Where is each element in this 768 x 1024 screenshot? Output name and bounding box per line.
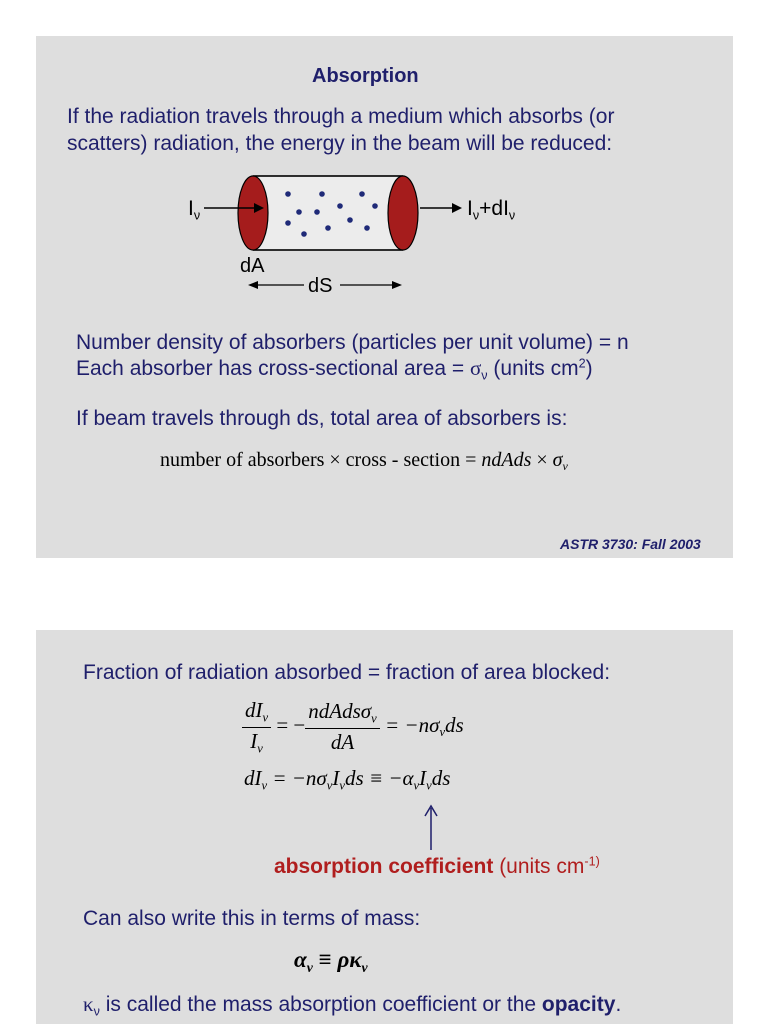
mass-text: Can also write this in terms of mass: bbox=[83, 907, 421, 930]
area-label: dA bbox=[240, 255, 265, 277]
mass-equation: $\alpha_\nu \equiv \rho\kappa_\nu$ bbox=[294, 947, 368, 975]
intro-line-1: If the radiation travels through a medium which absorbs (or bbox=[67, 105, 615, 128]
pointer-arrow-icon bbox=[416, 802, 446, 852]
differential-equation: $dI_\nu = -n\sigma_\nu I_\nu ds \equiv -\alpha_\nu I_\nu ds$ bbox=[244, 766, 451, 793]
cylinder-diagram bbox=[36, 36, 733, 306]
footer-course: ASTR 3730: Fall 2003 bbox=[560, 536, 701, 552]
slide-absorption-coefficient bbox=[36, 630, 733, 1024]
cylinder-left-face bbox=[238, 176, 268, 250]
total-area-equation: number of absorbers × cross - section = ndAds × $\sigma_\nu$ bbox=[160, 449, 568, 474]
fraction-text: Fraction of radiation absorbed = fraction of area blocked: bbox=[83, 661, 611, 684]
absorption-coefficient-label: absorption coefficient (units $cm^{-1)}$ bbox=[274, 854, 600, 878]
cylinder-right-face bbox=[388, 176, 418, 250]
opacity-text: $\kappa_\nu$ is called the mass absorption coefficient or the opacity. bbox=[83, 992, 622, 1019]
fraction-equation: $\frac{dI_\nu}{I_\nu}$ = − $\frac{ndAds\sigma_\nu}{dA}$ = $-n\sigma_\nu ds$ bbox=[242, 698, 464, 756]
intensity-out-label: $I_\nu+dI_\nu$ bbox=[467, 197, 516, 223]
cylinder-body bbox=[253, 176, 403, 250]
beam-text: If beam travels through ds, total area of absorbers is: bbox=[76, 407, 568, 430]
slide-absorption bbox=[36, 36, 733, 558]
slide-title: Absorption bbox=[312, 65, 419, 87]
length-label: dS bbox=[308, 275, 333, 297]
intensity-in-label: $I_\nu$ bbox=[188, 197, 201, 223]
intro-line-2: scatters) radiation, the energy in the beam will be reduced: bbox=[67, 132, 613, 155]
cross-section-text: Each absorber has cross-sectional area = $\sigma_\nu$ (units $cm^2$) bbox=[76, 356, 593, 383]
number-density-text: Number density of absorbers (particles per unit volume) = n bbox=[76, 331, 629, 354]
